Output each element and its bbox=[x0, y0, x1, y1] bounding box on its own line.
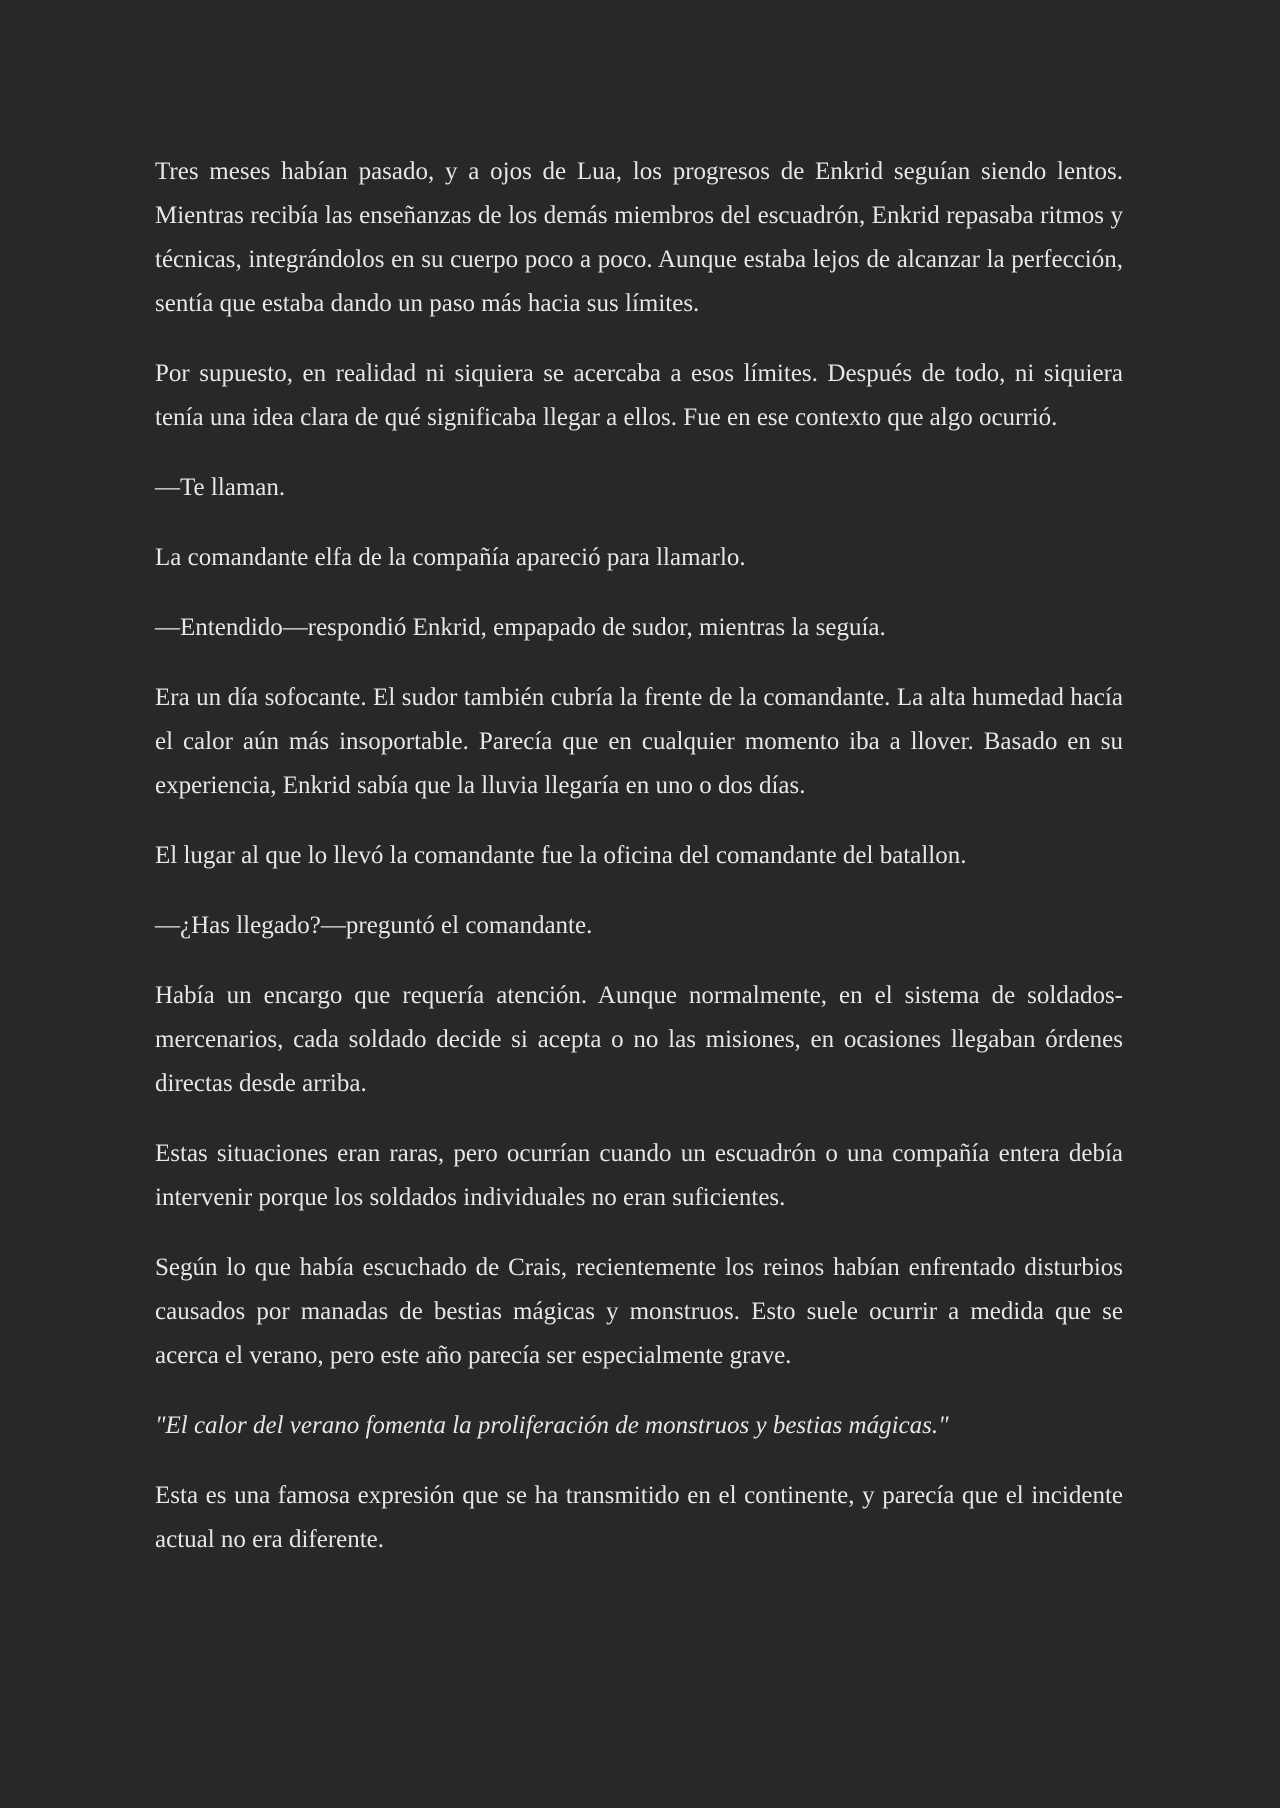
paragraph: Tres meses habían pasado, y a ojos de Lua, los progresos de Enkrid seguían siendo lentos. Mientras recibía las enseñanzas de los demás miembros del escuadrón, Enkrid repasaba ritmos y técnicas, integrándolos en su cuerpo poco a poco. Aunque estaba lejos de alcanzar la perfección, sentía que estaba dando un paso más hacia sus límites. bbox=[155, 158, 1123, 317]
paragraph: El lugar al que lo llevó la comandante fue la oficina del comandante del batallon. bbox=[155, 842, 967, 869]
reader-content bbox=[155, 150, 1123, 1588]
paragraph: Había un encargo que requería atención. Aunque normalmente, en el sistema de soldados-mercenarios, cada soldado decide si acepta o no las misiones, en ocasiones llegaban órdenes directas desde arriba. bbox=[155, 982, 1123, 1097]
paragraph: Esta es una famosa expresión que se ha transmitido en el continente, y parecía que el incidente actual no era diferente. bbox=[155, 1482, 1123, 1553]
dialogue-line: —¿Has llegado?—preguntó el comandante. bbox=[155, 912, 593, 939]
dialogue-line: —Te llaman. bbox=[155, 474, 286, 501]
paragraph: Estas situaciones eran raras, pero ocurrían cuando un escuadrón o una compañía entera debía intervenir porque los soldados individuales no eran suficientes. bbox=[155, 1140, 1123, 1211]
paragraph: La comandante elfa de la compañía apareció para llamarlo. bbox=[155, 544, 746, 571]
italic-quote: "El calor del verano fomenta la proliferación de monstruos y bestias mágicas." bbox=[155, 1412, 949, 1439]
paragraph: Era un día sofocante. El sudor también cubría la frente de la comandante. La alta humedad hacía el calor aún más insoportable. Parecía que en cualquier momento iba a llover. Basado en su experiencia, Enkrid sabía que la lluvia llegaría en uno o dos días. bbox=[155, 684, 1123, 799]
dialogue-line: —Entendido—respondió Enkrid, empapado de sudor, mientras la seguía. bbox=[155, 614, 886, 641]
paragraph: Según lo que había escuchado de Crais, recientemente los reinos habían enfrentado disturbios causados por manadas de bestias mágicas y monstruos. Esto suele ocurrir a medida que se acerca el verano, pero este año parecía ser especialmente grave. bbox=[155, 1254, 1123, 1369]
paragraph: Por supuesto, en realidad ni siquiera se acercaba a esos límites. Después de todo, ni siquiera tenía una idea clara de qué significaba llegar a ellos. Fue en ese contexto que algo ocurrió. bbox=[155, 360, 1123, 431]
